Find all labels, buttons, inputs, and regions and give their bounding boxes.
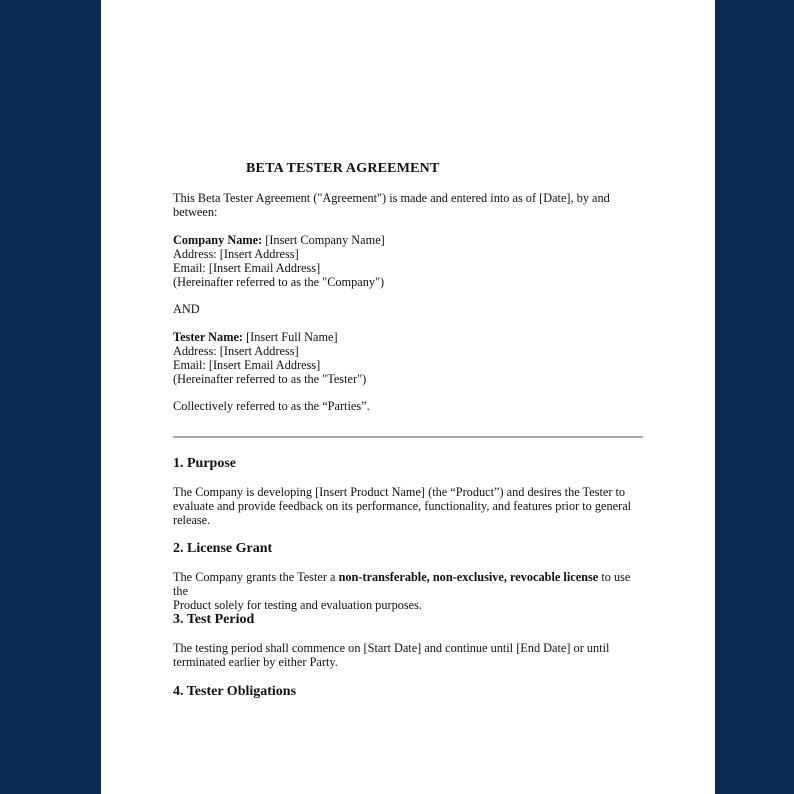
company-address: Address: [Insert Address] bbox=[173, 247, 299, 261]
tester-name-label: Tester Name: bbox=[173, 330, 244, 344]
body-line: evaluate and provide feedback on its performance, functionality, and features prior to general bbox=[173, 499, 632, 513]
section-heading-test-period: 3. Test Period bbox=[173, 612, 255, 627]
section-divider bbox=[173, 436, 643, 438]
section-purpose-body bbox=[173, 485, 643, 527]
license-text-bold: non-transferable, non-exclusive, revocable license bbox=[338, 570, 599, 584]
and-separator bbox=[173, 302, 643, 316]
body-line bbox=[173, 570, 643, 598]
tester-name-value: [Insert Full Name] bbox=[243, 330, 338, 344]
company-referred: (Hereinafter referred to as the "Company") bbox=[173, 275, 385, 289]
section-heading-license: 2. License Grant bbox=[173, 541, 273, 556]
section-license-body bbox=[173, 570, 643, 612]
document-page bbox=[101, 0, 715, 794]
company-details bbox=[173, 233, 643, 289]
body-line: terminated earlier by either Party. bbox=[173, 655, 338, 669]
body-line: release. bbox=[173, 513, 211, 527]
tester-name-line bbox=[173, 330, 643, 344]
company-name-label: Company Name: bbox=[173, 233, 263, 247]
collectively-text: Collectively referred to as the “Parties”. bbox=[173, 399, 370, 413]
section-heading-purpose: 1. Purpose bbox=[173, 456, 236, 471]
tester-referred: (Hereinafter referred to as the "Tester") bbox=[173, 372, 367, 386]
tester-address: Address: [Insert Address] bbox=[173, 344, 299, 358]
document-title: BETA TESTER AGREEMENT bbox=[246, 161, 440, 176]
company-name-line bbox=[173, 233, 643, 247]
body-line: Product solely for testing and evaluation purposes. bbox=[173, 598, 422, 612]
body-line: The testing period shall commence on [Start Date] and continue until [End Date] or until bbox=[173, 641, 610, 655]
license-text-post: to use the bbox=[173, 570, 631, 598]
intro-line: This Beta Tester Agreement ("Agreement") is made and entered into as of [Date], by and bbox=[173, 191, 610, 205]
section-heading-tester-obligations: 4. Tester Obligations bbox=[173, 684, 297, 699]
collectively-paragraph bbox=[173, 399, 643, 413]
intro-line: between: bbox=[173, 205, 218, 219]
license-text-pre: The Company grants the Tester a bbox=[173, 570, 339, 584]
section-test-period-body bbox=[173, 641, 643, 669]
tester-details bbox=[173, 330, 643, 386]
intro-paragraph bbox=[173, 191, 643, 219]
body-line: The Company is developing [Insert Product Name] (the “Product”) and desires the Tester to bbox=[173, 485, 626, 499]
and-text: AND bbox=[173, 302, 200, 316]
company-name-value: [Insert Company Name] bbox=[262, 233, 385, 247]
tester-email: Email: [Insert Email Address] bbox=[173, 358, 321, 372]
company-email: Email: [Insert Email Address] bbox=[173, 261, 321, 275]
